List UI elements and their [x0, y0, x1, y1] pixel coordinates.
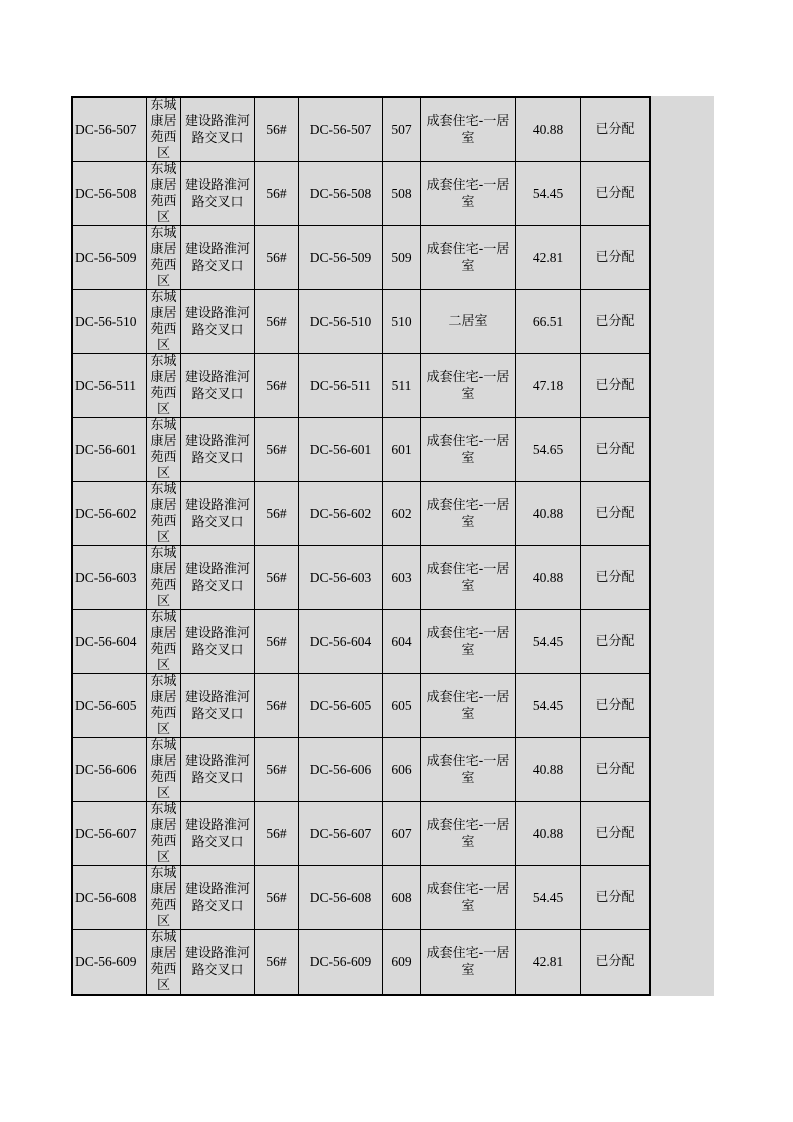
- room-number-cell: 602: [383, 482, 421, 545]
- unit-code-cell: DC-56-509: [299, 226, 383, 289]
- status-cell: 已分配: [595, 505, 635, 521]
- listing-id-cell: DC-56-510: [73, 290, 147, 353]
- status-cell: 已分配: [595, 697, 635, 713]
- table-row: [73, 930, 649, 994]
- room-number-cell: 507: [383, 98, 421, 161]
- community-cell: 东城康居苑西区: [147, 866, 181, 929]
- table-row: [73, 482, 649, 546]
- building-cell: 56#: [255, 226, 299, 289]
- location-cell: 建设路淮河路交叉口: [181, 418, 255, 481]
- room-number-cell: 603: [383, 546, 421, 609]
- listing-id-cell: DC-56-607: [73, 802, 147, 865]
- location-cell: 建设路淮河路交叉口: [181, 866, 255, 929]
- community-cell: 东城康居苑西区: [147, 546, 181, 609]
- location-cell: 建设路淮河路交叉口: [181, 354, 255, 417]
- unit-code-cell: DC-56-602: [299, 482, 383, 545]
- community-cell: 东城康居苑西区: [147, 610, 181, 673]
- table-row: [73, 98, 649, 162]
- unit-type-cell: 成套住宅-一居室: [421, 802, 516, 865]
- unit-type-cell: 成套住宅-一居室: [421, 738, 516, 801]
- area-cell: 54.45: [516, 674, 581, 737]
- listing-id-cell: DC-56-509: [73, 226, 147, 289]
- listing-id-cell: DC-56-507: [73, 98, 147, 161]
- unit-code-cell: DC-56-604: [299, 610, 383, 673]
- area-cell: 54.45: [516, 162, 581, 225]
- community-cell: 东城康居苑西区: [147, 418, 181, 481]
- community-cell: 东城康居苑西区: [147, 674, 181, 737]
- unit-code-cell: DC-56-609: [299, 930, 383, 994]
- table-row: [73, 354, 649, 418]
- room-number-cell: 511: [383, 354, 421, 417]
- room-number-cell: 604: [383, 610, 421, 673]
- building-cell: 56#: [255, 866, 299, 929]
- location-cell: 建设路淮河路交叉口: [181, 546, 255, 609]
- area-cell: 42.81: [516, 930, 581, 994]
- unit-type-cell: 成套住宅-一居室: [421, 226, 516, 289]
- unit-type-cell: 成套住宅-一居室: [421, 418, 516, 481]
- table-row: [73, 738, 649, 802]
- unit-code-cell: DC-56-508: [299, 162, 383, 225]
- status-cell: 已分配: [595, 954, 635, 969]
- building-cell: 56#: [255, 482, 299, 545]
- unit-type-cell: 成套住宅-一居室: [421, 674, 516, 737]
- community-cell: 东城康居苑西区: [147, 162, 181, 225]
- table-row: [73, 674, 649, 738]
- unit-code-cell: DC-56-601: [299, 418, 383, 481]
- listing-id-cell: DC-56-602: [73, 482, 147, 545]
- location-cell: 建设路淮河路交叉口: [181, 674, 255, 737]
- table-row: [73, 802, 649, 866]
- building-cell: 56#: [255, 802, 299, 865]
- community-cell: 东城康居苑西区: [147, 930, 181, 994]
- table-row: [73, 610, 649, 674]
- unit-code-cell: DC-56-507: [299, 98, 383, 161]
- listing-id-cell: DC-56-604: [73, 610, 147, 673]
- table-row: [73, 418, 649, 482]
- room-number-cell: 510: [383, 290, 421, 353]
- location-cell: 建设路淮河路交叉口: [181, 226, 255, 289]
- building-cell: 56#: [255, 290, 299, 353]
- housing-table: [71, 96, 651, 996]
- unit-type-cell: 成套住宅-一居室: [421, 610, 516, 673]
- status-cell: 已分配: [595, 249, 635, 265]
- listing-id-cell: DC-56-603: [73, 546, 147, 609]
- status-cell: 已分配: [595, 377, 635, 393]
- room-number-cell: 605: [383, 674, 421, 737]
- building-cell: 56#: [255, 610, 299, 673]
- table-row: [73, 162, 649, 226]
- status-cell: 已分配: [595, 185, 635, 201]
- unit-code-cell: DC-56-607: [299, 802, 383, 865]
- room-number-cell: 606: [383, 738, 421, 801]
- listing-id-cell: DC-56-508: [73, 162, 147, 225]
- building-cell: 56#: [255, 418, 299, 481]
- listing-id-cell: DC-56-606: [73, 738, 147, 801]
- location-cell: 建设路淮河路交叉口: [181, 98, 255, 161]
- unit-type-cell: 成套住宅-一居室: [421, 98, 516, 161]
- area-cell: 40.88: [516, 738, 581, 801]
- location-cell: 建设路淮河路交叉口: [181, 162, 255, 225]
- unit-type-cell: 成套住宅-一居室: [421, 546, 516, 609]
- unit-type-cell: 成套住宅-一居室: [421, 866, 516, 929]
- listing-id-cell: DC-56-609: [73, 930, 147, 994]
- location-cell: 建设路淮河路交叉口: [181, 802, 255, 865]
- status-cell: 已分配: [595, 633, 635, 649]
- building-cell: 56#: [255, 162, 299, 225]
- unit-code-cell: DC-56-510: [299, 290, 383, 353]
- building-cell: 56#: [255, 674, 299, 737]
- room-number-cell: 508: [383, 162, 421, 225]
- unit-type-cell: 二居室: [421, 290, 516, 353]
- unit-code-cell: DC-56-606: [299, 738, 383, 801]
- location-cell: 建设路淮河路交叉口: [181, 738, 255, 801]
- status-cell: 已分配: [595, 761, 635, 777]
- area-cell: 40.88: [516, 546, 581, 609]
- unit-code-cell: DC-56-608: [299, 866, 383, 929]
- table-row: [73, 866, 649, 930]
- area-cell: 54.45: [516, 866, 581, 929]
- area-cell: 40.88: [516, 482, 581, 545]
- location-cell: 建设路淮河路交叉口: [181, 290, 255, 353]
- unit-type-cell: 成套住宅-一居室: [421, 930, 516, 994]
- room-number-cell: 601: [383, 418, 421, 481]
- community-cell: 东城康居苑西区: [147, 226, 181, 289]
- unit-code-cell: DC-56-603: [299, 546, 383, 609]
- community-cell: 东城康居苑西区: [147, 738, 181, 801]
- unit-type-cell: 成套住宅-一居室: [421, 354, 516, 417]
- area-cell: 54.45: [516, 610, 581, 673]
- community-cell: 东城康居苑西区: [147, 98, 181, 161]
- listing-id-cell: DC-56-608: [73, 866, 147, 929]
- building-cell: 56#: [255, 98, 299, 161]
- community-cell: 东城康居苑西区: [147, 802, 181, 865]
- building-cell: 56#: [255, 546, 299, 609]
- area-cell: 54.65: [516, 418, 581, 481]
- community-cell: 东城康居苑西区: [147, 290, 181, 353]
- unit-code-cell: DC-56-511: [299, 354, 383, 417]
- area-cell: 40.88: [516, 802, 581, 865]
- status-cell: 已分配: [595, 825, 635, 841]
- listing-id-cell: DC-56-511: [73, 354, 147, 417]
- area-cell: 42.81: [516, 226, 581, 289]
- table-row: [73, 290, 649, 354]
- table-row: [73, 226, 649, 290]
- building-cell: 56#: [255, 930, 299, 994]
- area-cell: 66.51: [516, 290, 581, 353]
- room-number-cell: 608: [383, 866, 421, 929]
- room-number-cell: 609: [383, 930, 421, 994]
- room-number-cell: 607: [383, 802, 421, 865]
- location-cell: 建设路淮河路交叉口: [181, 930, 255, 994]
- status-cell: 已分配: [595, 121, 635, 137]
- status-cell: 已分配: [595, 313, 635, 329]
- unit-code-cell: DC-56-605: [299, 674, 383, 737]
- unit-type-cell: 成套住宅-一居室: [421, 162, 516, 225]
- status-cell: 已分配: [595, 569, 635, 585]
- location-cell: 建设路淮河路交叉口: [181, 482, 255, 545]
- building-cell: 56#: [255, 354, 299, 417]
- listing-id-cell: DC-56-601: [73, 418, 147, 481]
- area-cell: 47.18: [516, 354, 581, 417]
- room-number-cell: 509: [383, 226, 421, 289]
- community-cell: 东城康居苑西区: [147, 482, 181, 545]
- status-cell: 已分配: [595, 889, 635, 905]
- area-cell: 40.88: [516, 98, 581, 161]
- community-cell: 东城康居苑西区: [147, 354, 181, 417]
- unit-type-cell: 成套住宅-一居室: [421, 482, 516, 545]
- listing-id-cell: DC-56-605: [73, 674, 147, 737]
- status-cell: 已分配: [595, 441, 635, 457]
- table-row: [73, 546, 649, 610]
- location-cell: 建设路淮河路交叉口: [181, 610, 255, 673]
- side-gray-panel: [651, 96, 714, 996]
- building-cell: 56#: [255, 738, 299, 801]
